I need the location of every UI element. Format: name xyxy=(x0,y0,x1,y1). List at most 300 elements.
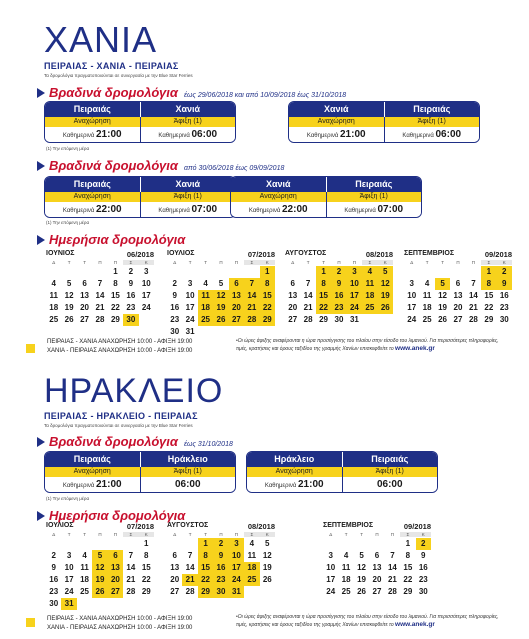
legend-return: ΧΑΝΙΑ - ΠΕΙΡΑΙΑΣ ΑΝΑΧΩΡΗΣΗ 10:00 - ΑΦΙΞΗ 19:00 xyxy=(47,348,193,354)
calendar-day: 3 xyxy=(144,267,149,276)
origin-label: Ηράκλειο xyxy=(247,452,343,467)
calendar-day: 29 xyxy=(403,587,413,596)
departure-label: Αναχώρηση xyxy=(289,117,385,127)
calendar-day: 7 xyxy=(97,279,103,288)
calendar-day-highlighted: 16 xyxy=(213,562,228,574)
calendar-day: 30 xyxy=(418,587,428,596)
calendar-header xyxy=(404,250,512,259)
calendar-day-highlighted: 7 xyxy=(244,278,259,290)
calendar-day: 6 xyxy=(82,279,87,288)
departure-time: Καθημερινά 22:00 xyxy=(231,202,327,217)
calendar-day: 16 xyxy=(126,291,136,300)
departure-time: Καθημερινά 22:00 xyxy=(45,202,141,217)
calendar-day: 25 xyxy=(422,315,432,324)
calendar-day: 16 xyxy=(170,303,180,312)
calendar-day: 8 xyxy=(144,551,149,560)
calendar-day: 14 xyxy=(95,291,105,300)
calendar-day: 4 xyxy=(343,551,349,560)
weekday-label: Π xyxy=(234,260,239,265)
calendar-grid xyxy=(323,538,431,598)
calendar-day: 26 xyxy=(438,315,448,324)
calendar-day: 11 xyxy=(341,563,351,572)
chania-route: ΠΕΙΡΑΙΑΣ - ΧΑΝΙΑ - ΠΕΙΡΑΙΑΣ xyxy=(44,61,179,71)
calendar xyxy=(323,522,431,598)
calendar-header xyxy=(167,522,275,531)
weekday-label: Κ xyxy=(260,260,275,265)
calendar-day-highlighted: 16 xyxy=(331,290,346,302)
weekday-label: Κ xyxy=(497,260,512,265)
weekday-row xyxy=(167,259,275,266)
calendar-day: 12 xyxy=(438,291,448,300)
calendar-day-highlighted: 24 xyxy=(229,574,244,586)
departure-label: Αναχώρηση xyxy=(231,192,327,202)
weekday-label: Δ xyxy=(410,260,414,265)
calendar-day: 2 xyxy=(128,267,134,276)
origin-label: Χανιά xyxy=(231,177,327,192)
weekday-label: Κ xyxy=(260,532,275,537)
calendar-day: 17 xyxy=(326,575,336,584)
calendar-day-highlighted: 9 xyxy=(497,278,512,290)
month-year: 08/2018 xyxy=(247,522,275,531)
calendar-day: 6 xyxy=(455,279,461,288)
weekday-label: Τ xyxy=(188,260,192,265)
weekday-row xyxy=(46,259,154,266)
chania-night1-heading xyxy=(37,85,346,100)
departure-label: Αναχώρηση xyxy=(45,467,141,477)
calendar-day: 20 xyxy=(453,303,463,312)
calendar-day: 16 xyxy=(499,291,509,300)
calendar-day: 28 xyxy=(95,315,105,324)
calendar-day-highlighted: 13 xyxy=(229,290,244,302)
calendar-day-highlighted: 22 xyxy=(260,302,275,314)
month-year: 08/2018 xyxy=(365,250,393,259)
arrival-label: Άφιξη (1) xyxy=(173,468,202,475)
calendar-day-highlighted: 15 xyxy=(316,290,331,302)
weekday-label: Τ xyxy=(83,532,86,537)
info-text: •Οι ώρες άφιξης αναφέρονται η ώρα προσέγγισης του πλοίου στην είσοδο του λιμανιού. Για περισσότερες πληροφορίες, τιμές, κρατήσεις και όρους ταξιδίου της γραμμής Χανίων επισκεφθείτε το www.anek.gr xyxy=(236,614,499,628)
destination-label: Χανιά xyxy=(175,179,201,189)
weekday-label: Τ xyxy=(425,260,429,265)
calendar-grid xyxy=(404,266,512,326)
calendar-day: 30 xyxy=(334,315,344,324)
calendar-day-highlighted: 20 xyxy=(229,302,244,314)
calendar-day-highlighted: 25 xyxy=(198,314,213,326)
calendar-day: 19 xyxy=(357,575,367,584)
calendar-grid xyxy=(167,266,275,338)
weekday-label: Κ xyxy=(139,260,154,265)
weekday-row xyxy=(323,531,431,538)
calendar-day: 24 xyxy=(407,315,417,324)
weekday-label: Τ xyxy=(67,260,71,265)
calendar-day: 15 xyxy=(141,563,151,572)
calendar-day: 24 xyxy=(64,587,74,596)
weekday-label: Σ xyxy=(123,532,138,537)
arrival-time: Καθημερινά 06:00 xyxy=(158,129,218,140)
calendar-day: 13 xyxy=(80,291,90,300)
heraklion-night-table-a xyxy=(44,451,236,493)
calendar-day: 9 xyxy=(51,563,56,572)
departure-label: Αναχώρηση xyxy=(45,117,141,127)
weekday-label: Π xyxy=(471,260,476,265)
calendar-day: 21 xyxy=(303,303,313,312)
legend-return: ΧΑΝΙΑ - ΠΕΙΡΑΙΑΣ ΑΝΑΧΩΡΗΣΗ 10:00 - ΑΦΙΞΗ 19:00 xyxy=(47,625,193,631)
calendar-grid xyxy=(46,266,154,326)
weekday-label: Δ xyxy=(52,532,56,537)
month-name: ΙΟΥΛΙΟΣ xyxy=(46,522,74,529)
calendar-day: 23 xyxy=(418,575,428,584)
calendar-day-highlighted: 14 xyxy=(244,290,259,302)
calendar-day: 19 xyxy=(262,563,272,572)
calendar-header xyxy=(167,250,275,259)
calendar-day: 2 xyxy=(51,551,56,560)
departure-time: Καθημερινά 21:00 xyxy=(45,127,141,142)
calendar-day-highlighted: 1 xyxy=(260,266,275,278)
calendar xyxy=(46,250,154,326)
section-title: Ημερήσια δρομολόγια xyxy=(49,508,186,523)
calendar-day-highlighted: 17 xyxy=(229,562,244,574)
calendar-day: 4 xyxy=(249,539,255,548)
legend-outbound: ΠΕΙΡΑΙΑΣ - ΧΑΝΙΑ ΑΝΑΧΩΡΗΣΗ 10:00 - ΑΦΙΞΗ 19:00 xyxy=(47,616,193,622)
calendar-day: 5 xyxy=(66,279,72,288)
month-year: 06/2018 xyxy=(126,250,154,259)
calendar-day-highlighted: 1 xyxy=(198,538,213,550)
calendar-day-highlighted: 15 xyxy=(198,562,213,574)
calendar-day: 27 xyxy=(372,587,382,596)
calendar-day-highlighted: 18 xyxy=(362,290,377,302)
calendar-day: 29 xyxy=(110,315,120,324)
calendar-day: 9 xyxy=(172,291,177,300)
destination-label: Ηράκλειο xyxy=(167,454,208,464)
calendar-day: 10 xyxy=(326,563,336,572)
calendar xyxy=(285,250,393,326)
calendar-day: 17 xyxy=(64,575,74,584)
calendar-day: 7 xyxy=(471,279,476,288)
section-title: Βραδινά δρομολόγια xyxy=(49,434,178,449)
calendar-day-highlighted: 13 xyxy=(108,562,123,574)
departure-time: Καθημερινά 21:00 xyxy=(45,477,141,492)
calendar-day-highlighted: 28 xyxy=(244,314,259,326)
calendar-day: 27 xyxy=(288,315,298,324)
calendar-day: 13 xyxy=(288,291,298,300)
calendar-day: 12 xyxy=(262,551,272,560)
calendar-day: 13 xyxy=(453,291,463,300)
calendar-day: 29 xyxy=(319,315,329,324)
calendar-day-highlighted: 30 xyxy=(123,314,138,326)
calendar-day-highlighted: 15 xyxy=(260,290,275,302)
calendar-day-highlighted: 12 xyxy=(92,562,107,574)
calendar-header xyxy=(46,250,154,259)
calendar-day: 30 xyxy=(170,327,180,336)
month-year: 07/2018 xyxy=(126,522,154,531)
arrival-time: 06:00 xyxy=(174,479,201,490)
calendar-day: 13 xyxy=(170,563,180,572)
calendar-day: 16 xyxy=(49,575,59,584)
calendar-day: 14 xyxy=(126,563,136,572)
calendar-day: 27 xyxy=(80,315,90,324)
calendar-day: 22 xyxy=(403,575,413,584)
calendar-day: 6 xyxy=(290,279,295,288)
calendar-day: 2 xyxy=(172,279,177,288)
calendar-day: 4 xyxy=(203,279,208,288)
calendar-day: 28 xyxy=(468,315,478,324)
section-period: έως 31/10/2018 xyxy=(183,441,233,448)
calendar-day-highlighted: 4 xyxy=(362,266,377,278)
month-name: ΑΥΓΟΥΣΤΟΣ xyxy=(285,250,327,257)
calendar-day-highlighted: 19 xyxy=(92,574,107,586)
arrow-icon xyxy=(37,88,45,98)
arrival-label: Άφιξη (1) xyxy=(359,193,388,200)
month-year: 07/2018 xyxy=(247,250,275,259)
calendar-day: 22 xyxy=(484,303,494,312)
weekday-label: Π xyxy=(375,532,379,537)
calendar-day-highlighted: 21 xyxy=(244,302,259,314)
calendar-day: 3 xyxy=(409,279,414,288)
calendar-day-highlighted: 27 xyxy=(229,314,244,326)
legend-swatch xyxy=(26,618,35,627)
month-name: ΙΟΥΛΙΟΣ xyxy=(167,250,195,257)
arrow-icon xyxy=(37,235,45,245)
calendar-day-highlighted: 6 xyxy=(229,278,244,290)
calendar-day: 14 xyxy=(387,563,397,572)
calendar-day: 18 xyxy=(341,575,351,584)
footnote: (1) Την επόμενη μέρα xyxy=(46,220,90,225)
calendar-day: 19 xyxy=(64,303,74,312)
weekday-label: Π xyxy=(337,260,341,265)
website-link[interactable]: www.anek.gr xyxy=(395,621,435,628)
calendar-day: 21 xyxy=(468,303,478,312)
calendar-day: 30 xyxy=(49,599,59,608)
weekday-label: Δ xyxy=(173,532,177,537)
calendar-grid xyxy=(46,538,154,610)
calendar-day: 10 xyxy=(185,291,195,300)
calendar-day: 11 xyxy=(247,551,257,560)
weekday-label: Π xyxy=(234,532,239,537)
calendar-day: 14 xyxy=(185,563,195,572)
calendar-day: 18 xyxy=(80,575,90,584)
chania-night1-table-a xyxy=(44,101,236,143)
calendar-day-highlighted: 27 xyxy=(108,586,123,598)
calendar-day-highlighted: 2 xyxy=(331,266,346,278)
calendar-day: 4 xyxy=(51,279,56,288)
website-link[interactable]: www.anek.gr xyxy=(395,345,435,352)
departure-time: Καθημερινά 21:00 xyxy=(247,477,343,492)
calendar-day: 16 xyxy=(418,563,428,572)
calendar-day: 29 xyxy=(484,315,494,324)
calendar-day: 8 xyxy=(405,551,411,560)
calendar-day: 10 xyxy=(407,291,417,300)
origin-label: Πειραιάς xyxy=(45,177,141,192)
calendar-day: 20 xyxy=(288,303,298,312)
calendar-day: 17 xyxy=(407,303,417,312)
weekday-label: Σ xyxy=(400,532,415,537)
chania-title: ΧΑΝΙΑ xyxy=(44,19,158,60)
calendar-day: 25 xyxy=(49,315,59,324)
calendar-day: 11 xyxy=(49,291,58,300)
calendar-day-highlighted: 2 xyxy=(497,266,512,278)
info-text: •Οι ώρες άφιξης αναφέρονται η ώρα προσέγγισης του πλοίου στην είσοδο του λιμανιού. Για περισσότερες πληροφορίες, τιμές, κρατήσεις και όρους ταξιδίου της γραμμής Χανίων επισκεφθείτε το www.anek.gr xyxy=(236,338,499,352)
section-title: Ημερήσια δρομολόγια xyxy=(49,232,186,247)
arrival-time: 06:00 xyxy=(376,479,403,490)
footnote: (1) Την επόμενη μέρα xyxy=(46,146,90,151)
weekday-label: Π xyxy=(352,260,357,265)
calendar-day: 23 xyxy=(49,587,59,596)
heraklion-day-heading xyxy=(37,508,185,523)
calendar-day: 19 xyxy=(438,303,448,312)
heraklion-route: ΠΕΙΡΑΙΑΣ - ΗΡΑΚΛΕΙΟ - ΠΕΙΡΑΙΑΣ xyxy=(44,411,198,421)
calendar-day: 28 xyxy=(126,587,136,596)
calendar-day: 15 xyxy=(403,563,413,572)
calendar-day: 5 xyxy=(265,539,270,548)
chania-night2-heading xyxy=(37,158,284,173)
weekday-label: Δ xyxy=(173,260,177,265)
calendar-day-highlighted: 26 xyxy=(378,302,393,314)
legend-swatch xyxy=(26,344,35,353)
weekday-row xyxy=(46,531,154,538)
calendar-day-highlighted: 5 xyxy=(378,266,393,278)
section-title: Βραδινά δρομολόγια xyxy=(49,158,178,173)
calendar-day: 24 xyxy=(141,303,151,312)
calendar-day-highlighted: 29 xyxy=(198,586,213,598)
calendar-day-highlighted: 31 xyxy=(61,598,76,610)
departure-label: Αναχώρηση xyxy=(247,467,343,477)
weekday-row xyxy=(167,531,275,538)
section-period: από 30/06/2018 έως 09/09/2018 xyxy=(183,165,285,172)
calendar-day: 26 xyxy=(262,575,272,584)
calendar-day: 15 xyxy=(484,291,494,300)
weekday-label: Τ xyxy=(441,260,444,265)
calendar-day-highlighted: 1 xyxy=(316,266,331,278)
calendar-day: 17 xyxy=(141,291,151,300)
calendar-day: 8 xyxy=(113,279,118,288)
calendar-day: 28 xyxy=(387,587,397,596)
calendar-day: 24 xyxy=(326,587,336,596)
calendar-day: 24 xyxy=(185,315,195,324)
destination-label: Πειραιάς xyxy=(355,179,393,189)
arrival-label: Άφιξη (1) xyxy=(375,468,404,475)
weekday-label: Π xyxy=(219,260,223,265)
calendar-day-highlighted: 19 xyxy=(378,290,393,302)
calendar-day: 5 xyxy=(359,551,364,560)
weekday-label: Τ xyxy=(306,260,310,265)
chania-day-heading xyxy=(37,232,185,247)
chania-night2-table-b xyxy=(230,176,422,218)
calendar-day-highlighted: 10 xyxy=(229,550,244,562)
destination-label: Χανιά xyxy=(175,104,201,114)
calendar-day-highlighted: 23 xyxy=(213,574,228,586)
weekday-label: Τ xyxy=(344,532,348,537)
calendar-day: 21 xyxy=(387,575,397,584)
calendar-day: 31 xyxy=(349,315,359,324)
calendar-day: 23 xyxy=(499,303,509,312)
weekday-label: Π xyxy=(98,260,102,265)
arrival-time: Καθημερινά 07:00 xyxy=(344,204,404,215)
calendar-day-highlighted: 29 xyxy=(260,314,275,326)
legend-outbound: ΠΕΙΡΑΙΑΣ - ΧΑΝΙΑ ΑΝΑΧΩΡΗΣΗ 10:00 - ΑΦΙΞΗ 19:00 xyxy=(47,339,193,345)
calendar-day: 1 xyxy=(113,267,118,276)
calendar-day: 9 xyxy=(128,279,134,288)
weekday-label: Τ xyxy=(322,260,325,265)
calendar-day: 20 xyxy=(372,575,382,584)
calendar-day: 10 xyxy=(64,563,74,572)
heraklion-night-heading xyxy=(37,434,233,449)
calendar-header xyxy=(285,250,393,259)
calendar-day: 21 xyxy=(95,303,105,312)
weekday-label: Τ xyxy=(360,532,363,537)
origin-label: Πειραιάς xyxy=(45,452,141,467)
calendar-day-highlighted: 8 xyxy=(260,278,275,290)
calendar-day: 20 xyxy=(170,575,180,584)
calendar-day: 11 xyxy=(422,291,432,300)
calendar-day-highlighted: 5 xyxy=(92,550,107,562)
calendar-day-highlighted: 30 xyxy=(213,586,228,598)
origin-label: Χανιά xyxy=(289,102,385,117)
section-period: έως 29/06/2018 και από 10/09/2018 έως 31/10/2018 xyxy=(183,92,347,99)
weekday-label: Π xyxy=(113,260,118,265)
calendar-day: 11 xyxy=(80,563,89,572)
arrival-label: Άφιξη (1) xyxy=(173,118,202,125)
calendar-day: 22 xyxy=(110,303,120,312)
calendar-day: 27 xyxy=(170,587,180,596)
calendar-day: 7 xyxy=(187,551,193,560)
chania-note: Τα δρομολόγια πραγματοποιούνται σε συνεργασία με την Blue Star Ferries xyxy=(44,73,193,78)
calendar xyxy=(404,250,512,326)
calendar-day: 14 xyxy=(303,291,313,300)
calendar-day: 3 xyxy=(66,551,72,560)
departure-label: Αναχώρηση xyxy=(45,192,141,202)
month-name: ΙΟΥΝΙΟΣ xyxy=(46,250,75,257)
departure-time: Καθημερινά 21:00 xyxy=(289,127,385,142)
calendar-day-highlighted: 17 xyxy=(347,290,362,302)
calendar-grid xyxy=(285,266,393,326)
chania-night2-table-a xyxy=(44,176,236,218)
calendar-day-highlighted: 22 xyxy=(316,302,331,314)
month-year: 09/2018 xyxy=(403,522,431,531)
weekday-label: Κ xyxy=(139,532,154,537)
calendar-day: 29 xyxy=(141,587,151,596)
calendar-day-highlighted: 31 xyxy=(229,586,244,598)
calendar-day-highlighted: 26 xyxy=(213,314,228,326)
arrival-label: Άφιξη (1) xyxy=(173,193,202,200)
calendar-day-highlighted: 12 xyxy=(213,290,228,302)
weekday-row xyxy=(285,259,393,266)
calendar-day: 15 xyxy=(110,291,120,300)
calendar-day: 3 xyxy=(187,279,193,288)
calendar-day: 22 xyxy=(141,575,151,584)
calendar-header xyxy=(46,522,154,531)
calendar-day: 26 xyxy=(357,587,367,596)
weekday-label: Σ xyxy=(362,260,377,265)
weekday-label: Δ xyxy=(291,260,295,265)
calendar-day: 4 xyxy=(424,279,430,288)
calendar-day-highlighted: 5 xyxy=(435,278,450,290)
calendar-day: 7 xyxy=(128,551,134,560)
weekday-label: Τ xyxy=(204,532,207,537)
weekday-label: Π xyxy=(456,260,460,265)
arrow-icon xyxy=(37,161,45,171)
arrival-label: Άφιξη (1) xyxy=(417,118,446,125)
heraklion-title: ΗΡΑΚΛΕΙΟ xyxy=(44,372,224,410)
calendar-day-highlighted: 26 xyxy=(92,586,107,598)
weekday-label: Κ xyxy=(416,532,431,537)
weekday-label: Τ xyxy=(67,532,71,537)
calendar-day-highlighted: 18 xyxy=(198,302,213,314)
footnote: (1) Την επόμενη μέρα xyxy=(46,496,90,501)
weekday-label: Π xyxy=(219,532,223,537)
weekday-row xyxy=(404,259,512,266)
calendar-day-highlighted: 22 xyxy=(198,574,213,586)
heraklion-night-table-b xyxy=(246,451,438,493)
calendar-day: 18 xyxy=(49,303,59,312)
